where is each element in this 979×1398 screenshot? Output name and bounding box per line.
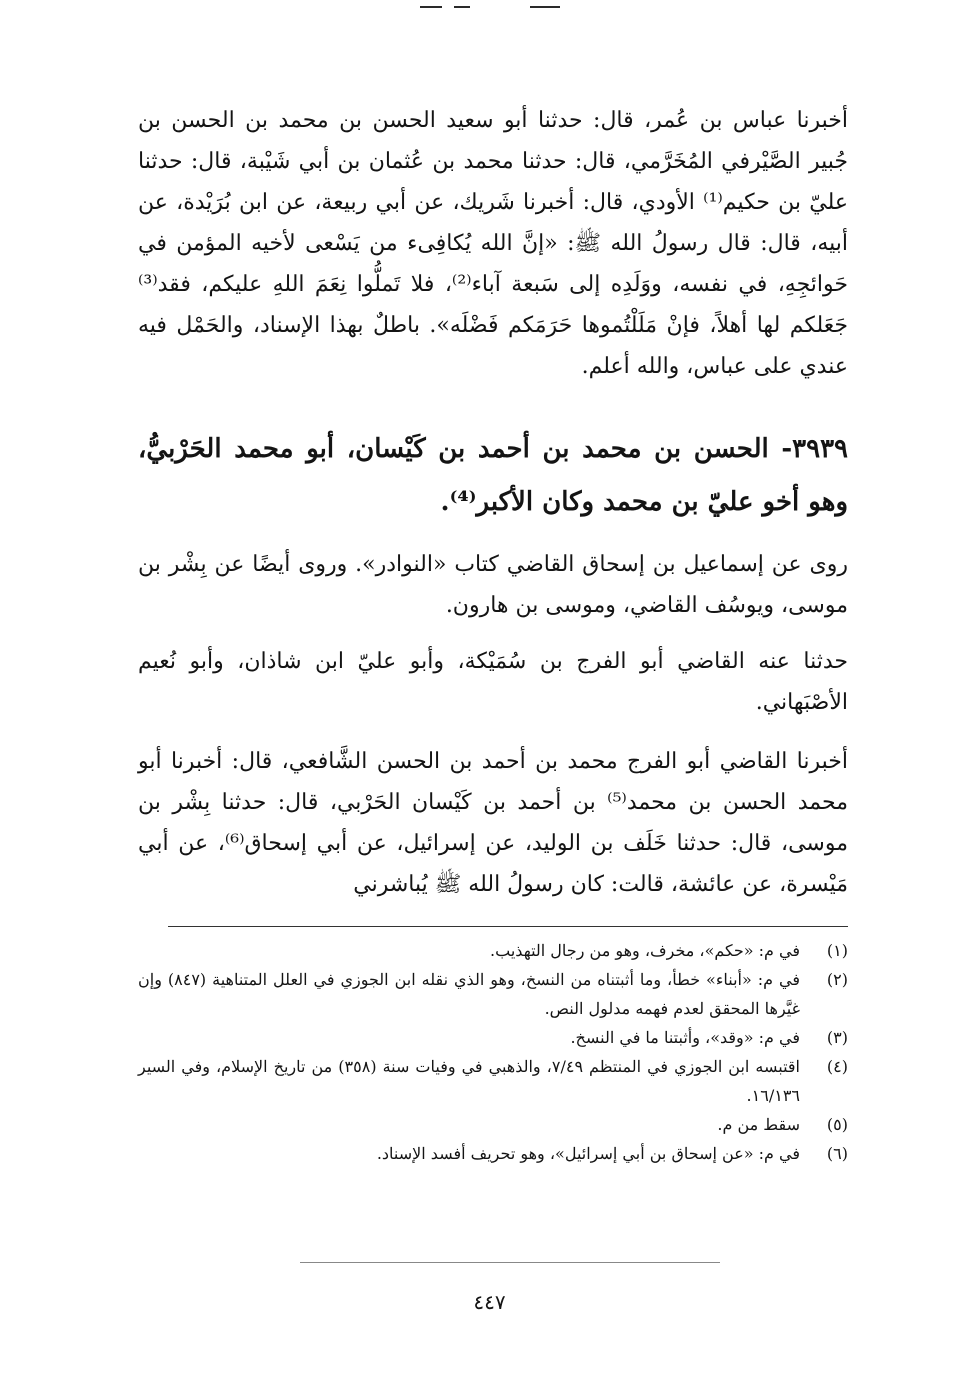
- footnote-1: [138, 936, 848, 965]
- paragraph-hadith-chain: أخبرنا عباس بن عُمر، قال: حدثنا أبو سعيد الحسن بن محمد بن الحسن بن جُبير الصَّيْرفي المُخَرَّمي، قال: حدثنا محمد بن عُثمان بن أبي شَيْبة، قال: حدثنا عليّ بن حكيم⁽¹⁾ الأودي، قال: أخبرنا شَريك، عن أبي ربيعة، عن ابن بُرَيْدة، عن أبيه، قال: قال رسولُ الله ﷺ: «إنَّ الله يُكافِىء من يَسْعى لأخيه المؤمن في حَوائجِهِ، في نفسه، ووَلَدِه إلى سَبعة آباء⁽²⁾، فلا تَملُّوا نِعَمَ اللهِ عليكم، فقد⁽³⁾ جَعَلكم لها أهلاً، فإنْ مَلَلْتُموها حَرَمَكم فَضْلَه». باطلٌ بهذا الإسناد، والحَمْل فيه عندي على عباس، والله أعلم.: [138, 108, 848, 379]
- footnote-number: (٣): [826, 1028, 848, 1047]
- footnote-number: (٦): [826, 1144, 848, 1163]
- footnote-number: (٢): [826, 970, 848, 989]
- footnote-text: في م: «حكم»، مخرف، وهو من رجال التهذيب.: [490, 941, 800, 960]
- footnote-text: في م: «أبناء» خطأ، وما أثبتناه من النسخ، وهو الذي نقله ابن الجوزي في العلل المتناهية (٨٤٧) وإن غيَّرها المحقق لعدم فهمه مدلول النص.: [138, 970, 800, 1018]
- footnotes-section: [138, 936, 848, 1168]
- page-number: ٤٤٧: [473, 1290, 506, 1314]
- footnote-5: [138, 1110, 848, 1139]
- footnote-text: في م: «عن إسحاق بن أبي إسرائيل»، وهو تحريف أفسد الإسناد.: [376, 1144, 800, 1163]
- footnote-3: [138, 1023, 848, 1052]
- footnote-number: (٤): [826, 1057, 848, 1076]
- footnote-4: [138, 1052, 848, 1110]
- footnote-text: اقتبسه ابن الجوزي في المنتظم ٧/٤٩، والذهبي في وفيات سنة (٣٥٨) من تاريخ الإسلام، وفي السير ١٦/١٣٦.: [138, 1057, 801, 1105]
- footnote-text: في م: «وقد»، وأثبتنا ما في النسخ.: [570, 1028, 800, 1047]
- footnote-6: [138, 1139, 848, 1168]
- footnote-text: سقط من م.: [717, 1115, 800, 1134]
- paragraph-isnad: أخبرنا القاضي أبو الفرج محمد بن أحمد بن الحسن الشَّافعي، قال: أخبرنا أبو محمد الحسن بن محمد⁽⁵⁾ بن أحمد بن كَيْسان الحَرْبي، قال: حدثنا بِشْر بن موسى، قال: حدثنا خَلَف بن الوليد، عن إسرائيل، عن أبي إسحاق⁽⁶⁾، عن أبي مَيْسرة، عن عائشة، قالت: كان رسولُ الله ﷺ يُباشرني: [138, 749, 848, 897]
- entry-heading: ٣٩٣٩- الحسن بن محمد بن أحمد بن كَيْسان، أبو محمد الحَرْبيُّ، وهو أخو عليّ بن محمد وكان الأكبر⁽⁴⁾.: [138, 434, 848, 517]
- bottom-faint-rule: [300, 1262, 720, 1263]
- paragraph-narrated-from: روى عن إسماعيل بن إسحاق القاضي كتاب «النوادر». وروى أيضًا عن بِشْر بن موسى، ويوسُف القاضي، وموسى بن هارون.: [138, 552, 848, 618]
- paragraph-narrated-by: حدثنا عنه القاضي أبو الفرج بن سُمَيْكة، وأبو عليّ ابن شاذان، وأبو نُعيم الأصْبَهاني.: [138, 649, 848, 715]
- footnote-number: (١): [826, 941, 848, 960]
- footnote-2: [138, 965, 848, 1023]
- top-edge-marks: [380, 6, 640, 10]
- footnote-separator: [168, 926, 848, 927]
- footnote-number: (٥): [826, 1115, 848, 1134]
